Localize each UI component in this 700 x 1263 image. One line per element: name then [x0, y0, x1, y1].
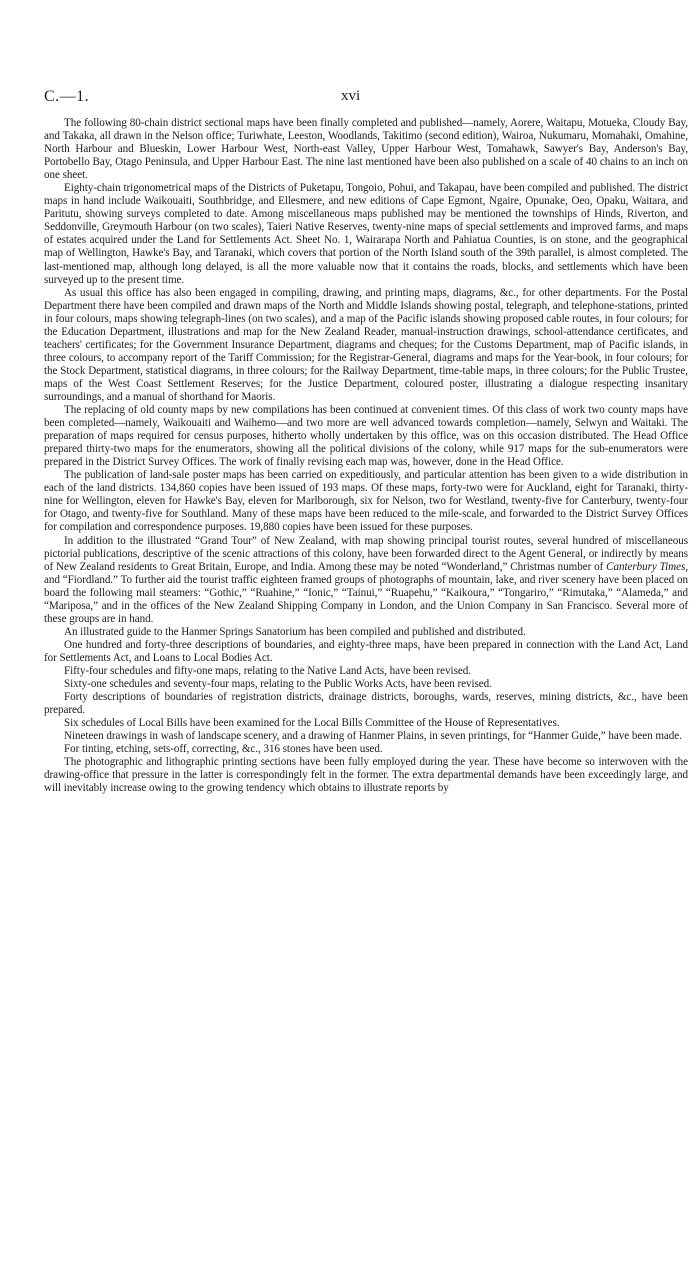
paragraph-local-bills: Six schedules of Local Bills have been examined for the Local Bills Committee of the House of Representatives.	[64, 717, 560, 730]
page-header	[44, 88, 688, 108]
body-text	[44, 117, 688, 795]
paragraph-county-maps: The replacing of old county maps by new compilations has been continued at convenient times. Of this class of work two county maps have been completed—namely, Waikouaiti and Waihemo—and two more are well advanced towards completion—namely, Selwyn and Waitaki. The preparation of maps required for census purposes, hitherto wholly undertaken by this office, was on this occasion distributed. The Head Office prepared thirty-two maps for the enumerators, showing all the political divisions of the colony, while 917 maps for the sub-enumerators were prepared in the District Survey Offices. The work of finally revising each map was, however, done in the Head Office.	[44, 404, 688, 469]
page-number: xvi	[341, 88, 361, 104]
document-id: C.—1.	[44, 88, 90, 105]
paragraph-hanmer-guide: An illustrated guide to the Hanmer Springs Sanatorium has been compiled and published and distributed.	[64, 625, 526, 638]
paragraph-native-land-schedules: Fifty-four schedules and fifty-one maps, relating to the Native Land Acts, have been revised.	[64, 664, 471, 677]
paragraph-other-departments: As usual this office has also been engaged in compiling, drawing, and printing maps, diagrams, &c., for other departments. For the Postal Department there have been compiled and drawn maps of the North and Middle Islands showing postal, telegraph, and telephone-stations, printed in four colours, maps showing telegraph-lines (on two scales), and a map of the Pacific islands showing proposed cable routes, in four colours; for the Education Department, illustrations and map for the New Zealand Reader, manual-instruction drawings, school-attendance certificates, and teachers' certificates; for the Government Insurance Department, diagrams and cheques; for the Customs Department, map of Pacific islands, in three colours, to accompany report of the Tariff Commission; for the Registrar-General, diagrams and maps for the Year-book, in four colours; for the Stock Department, statistical diagrams, in three colours; for the Railway Department, time-table maps, in three colours; for the Public Trustee, maps of the West Coast Settlement Reserves; for the Justice Department, coloured poster, illustrating a dialogue respecting insanitary surroundings, and a manual of shorthand for Maoris.	[44, 286, 688, 403]
paragraph-public-works-schedules: Sixty-one schedules and seventy-four maps, relating to the Public Works Acts, have been revised.	[64, 678, 492, 691]
paragraph-trigonometrical-maps: Eighty-chain trigonometrical maps of the Districts of Puketapu, Tongoio, Pohui, and Takapau, have been compiled and published. The district maps in hand include Waikouaiti, Southbridge, and Ellesmere, and new editions of Cape Egmont, Ngaire, Opunake, Oeo, Opaku, Waitara, and Paritutu, showing surveys completed to date. Among miscellaneous maps published may be mentioned the townships of Hinds, Riverton, and Seddonville, Greymouth Harbour (on two scales), Taieri Native Reserves, twenty-nine maps of special settlements and improved farms, and maps of estates acquired under the Land for Settlements Act. Sheet No. 1, Wairarapa North and Pahiatua Counties, is on stone, and the geographical map of Wellington, Hawke's Bay, and Taranaki, which covers that portion of the North Island south of the 39th parallel, is almost completed. The last-mentioned map, although long delayed, is all the more valuable now that it contains the roads, blocks, and settlements which have been surveyed up to the present time.	[44, 182, 688, 286]
newspaper-title: Canterbury Times	[606, 560, 686, 573]
paragraph-grand-tour: In addition to the illustrated “Grand Tour” of New Zealand, with map showing principal tourist routes, several hundred of miscellaneous pictorial publications, descriptive of the scenic attractions of this colony, have been forwarded direct to the Agent General, or indirectly by means of New Zealand residents to Great Britain, Europe, and India. Among these may be noted “Wonderland,” Christmas number of Canterbury Times, and “Fiordland.” To further aid the tourist traffic eighteen framed groups of photographs of mountain, lake, and river scenery have been placed on board the following mail steamers: “Gothic,” “Ruahine,” “Ionic,” “Tainui,” “Ruapehu,” “Kaikoura,” “Tongariro,” “Rimutaka,” “Alameda,” and “Mariposa,” and in the offices of the New Zealand Shipping Company in London, and the Union Company in San Francisco. Several more of these groups are in hand.	[44, 534, 688, 625]
paragraph-registration-districts: Forty descriptions of boundaries of registration districts, drainage districts, boroughs, wards, reserves, mining districts, &c., have been prepared.	[44, 691, 688, 717]
paragraph-sectional-maps: The following 80-chain district sectional maps have been finally completed and published—namely, Aorere, Waitapu, Motueka, Cloudy Bay, and Takaka, all drawn in the Nelson office; Turiwhate, Leeston, Woodlands, Takitimo (second edition), Wairoa, Nukumaru, Momahaki, Omahine, North Harbour and Blueskin, Lower Harbour West, North-east Valley, Upper Harbour West, Tomahawk, Sawyer's Bay, Anderson's Bay, Portobello Bay, Otago Peninsula, and Upper Harbour East. The nine last mentioned have been also published on a scale of 40 chains to an inch on one sheet.	[44, 117, 688, 182]
paragraph-boundary-descriptions: One hundred and forty-three descriptions of boundaries, and eighty-three maps, have been prepared in connection with the Land Act, Land for Settlements Act, and Loans to Local Bodies Act.	[44, 638, 688, 664]
paragraph-land-sale-posters: The publication of land-sale poster maps has been carried on expeditiously, and particular attention has been given to a wide distribution in each of the land districts. 134,860 copies have been issued of 193 maps. Of these maps, forty-two were for Auckland, eight for Taranaki, thirty-nine for Wellington, eleven for Hawke's Bay, eleven for Marlborough, six for Nelson, two for Westland, twenty-five for Canterbury, twenty-four for Otago, and twenty-five for Southland. Many of these maps have been reduced to the mile-scale, and forwarded to the District Survey Offices for compilation and correspondence purposes. 19,880 copies have been issued for these purposes.	[44, 469, 688, 534]
paragraph-wash-drawings: Nineteen drawings in wash of landscape scenery, and a drawing of Hanmer Plains, in seven printings, for “Hanmer Guide,” have been made.	[64, 730, 682, 743]
paragraph-stones-used: For tinting, etching, sets-off, correcting, &c., 316 stones have been used.	[64, 743, 383, 756]
paragraph-printing-sections: The photographic and lithographic printing sections have been fully employed during the year. These have become so interwoven with the drawing-office that pressure in the latter is correspondingly felt in the former. The extra departmental demands have been exceedingly large, and will inevitably increase owing to the growing tendency which obtains to illustrate reports by	[44, 756, 688, 795]
